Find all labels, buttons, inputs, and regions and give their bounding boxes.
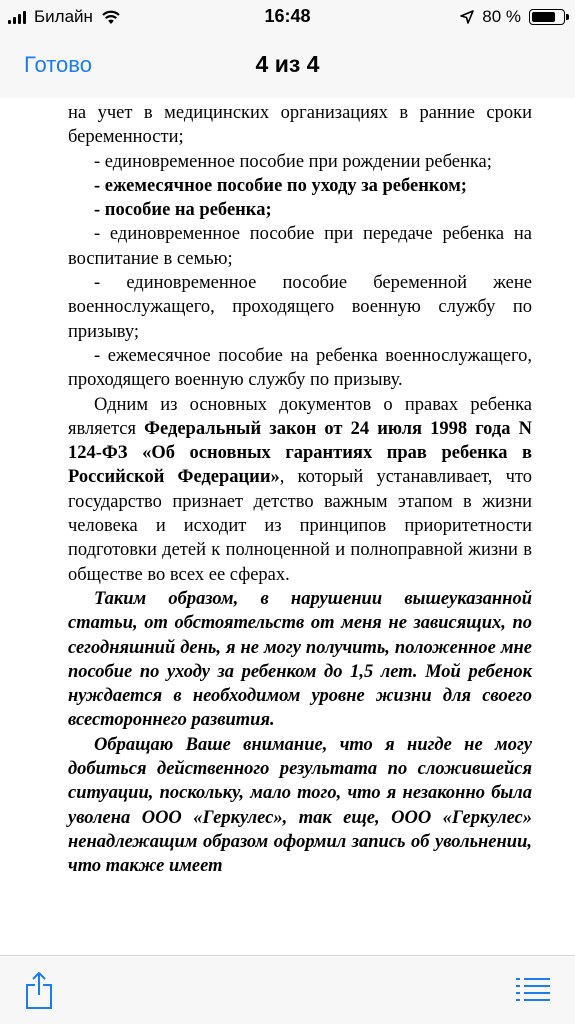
text-run: Федеральный закон от 24 июля 1998 года N 124-ФЗ «Об основных гарантиях прав ребенка в Российской Федерации»: [68, 418, 532, 488]
document-paragraph: [68, 393, 532, 587]
status-right: [460, 7, 565, 27]
document-page[interactable]: [0, 98, 575, 955]
text-run: Обращаю Ваше внимание, что я нигде не могу добиться действенного результата по сложившейся ситуации, поскольку, мало того, что я незаконно была уволена ООО «Геркулес», так еще, ООО «Геркулес» ненадлежащим образом оформил запись об увольнении, что также имеет: [68, 734, 532, 877]
navigation-bar: [0, 34, 575, 98]
battery-icon: [529, 9, 565, 25]
text-run: на учет в медицинских организациях в ранние сроки беременности;: [68, 103, 532, 148]
text-run: - ежемесячное пособие по уходу за ребенком;: [94, 175, 467, 196]
text-run: - единовременное пособие при передаче ребенка на воспитание в семью;: [68, 224, 532, 269]
text-run: - единовременное пособие при рождении ребенка;: [94, 151, 492, 172]
document-paragraph: [68, 733, 532, 879]
document-paragraph: [68, 174, 532, 198]
text-run: Одним из основных документов о правах ребенка является: [68, 394, 532, 439]
document-paragraph: [68, 344, 532, 393]
document-paragraph: [68, 101, 532, 150]
document-paragraph: [68, 587, 532, 733]
location-arrow-icon: [460, 10, 474, 24]
carrier-name: Билайн: [34, 7, 93, 26]
document-paragraph: [68, 222, 532, 271]
document-paragraph: [68, 271, 532, 344]
done-button[interactable]: Готово: [24, 52, 92, 77]
document-paragraph: [68, 198, 532, 222]
status-time: 16:48: [264, 6, 311, 26]
text-run: - единовременное пособие беременной жене военнослужащего, проходящего военную службу по призыву;: [68, 273, 532, 342]
share-icon[interactable]: [24, 970, 54, 1010]
bottom-toolbar: [0, 955, 575, 1024]
battery-percent: 80 %: [482, 7, 521, 26]
document-paragraph: [68, 150, 532, 174]
text-run: - пособие на ребенка;: [94, 200, 272, 221]
status-bar: [0, 0, 575, 34]
document-text: [68, 101, 532, 879]
text-run: Таким образом, в нарушении вышеуказанной статьи, от обстоятельств от меня не зависящих, по сегодняшний день, я не могу получить, положенное мне пособие по уходу за ребенком до 1,5 лет. Мой ребенок нуждается в необходимом уровне жизни для своего всестороннего развития.: [68, 588, 532, 731]
page-counter-title: 4 из 4: [255, 51, 320, 77]
text-run: , который устанавливает, что государство признает детство важным этапом в жизни человека и исходит из принципов приоритетности подготовки детей к полноценной и полноправной жизни в обществе во всех ее сферах.: [68, 467, 532, 585]
text-run: - ежемесячное пособие на ребенка военнослужащего, проходящего военную службу по призыву.: [68, 345, 532, 391]
list-icon[interactable]: [515, 976, 551, 1004]
battery-fill: [532, 12, 555, 22]
